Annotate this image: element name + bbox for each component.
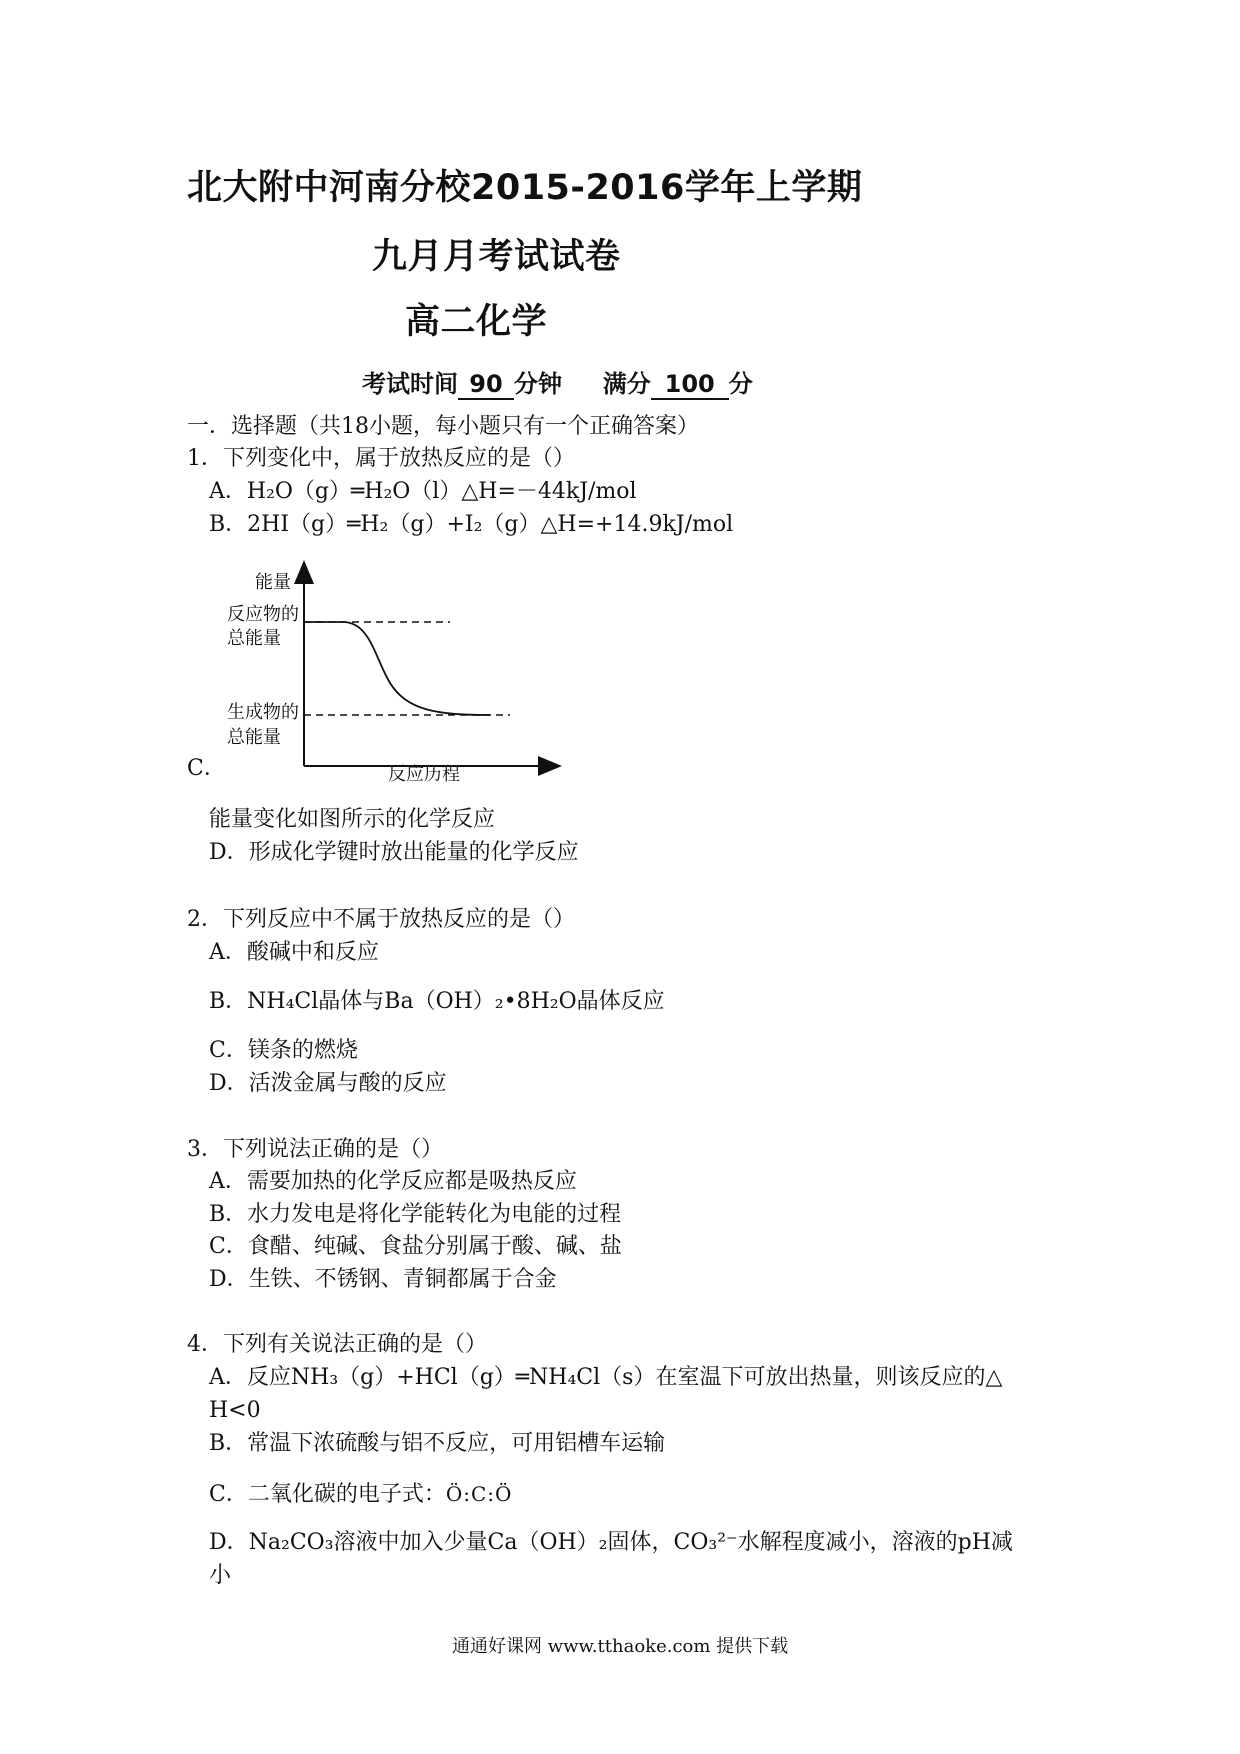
question-4-option-d-line1: D．Na₂CO₃溶液中加入少量Ca（OH）₂固体，CO₃²⁻水解程度减小，溶液的pH减 (209, 1530, 1013, 1555)
y-axis-label: 能量 (255, 572, 291, 593)
section-heading: 一．选择题（共18小题，每小题只有一个正确答案） (187, 414, 699, 439)
question-2-stem: 2．下列反应中不属于放热反应的是（） (187, 907, 575, 932)
question-3-option-a: A．需要加热的化学反应都是吸热反应 (209, 1169, 577, 1194)
question-3-option-c: C．食醋、纯碱、食盐分别属于酸、碱、盐 (209, 1234, 622, 1259)
question-2-option-d: D．活泼金属与酸的反应 (209, 1071, 447, 1096)
question-1-option-c-letter: C． (187, 756, 226, 781)
exam-time-label: 考试时间 (362, 370, 458, 398)
exam-score-value: 100 (651, 370, 729, 400)
exam-time-unit: 分钟 (514, 370, 562, 398)
exam-score-label: 满分 (602, 370, 651, 398)
question-4-option-c (209, 1478, 512, 1511)
question-4-option-a-line2: H<0 (209, 1398, 261, 1423)
question-3-stem: 3．下列说法正确的是（） (187, 1137, 443, 1162)
x-axis-label: 反应历程 (388, 764, 460, 783)
energy-curve (304, 622, 490, 715)
question-1-option-a: A．H₂O（g）═H₂O（l）△H=－44kJ/mol (209, 479, 637, 504)
title-exam-name: 九月月考试试卷 (372, 237, 621, 277)
reactant-label-2: 总能量 (227, 628, 281, 649)
title-subject: 高二化学 (405, 302, 548, 342)
product-label-1: 生成物的 (227, 702, 299, 723)
question-4-option-a-line1: A．反应NH₃（g）+HCl（g）═NH₄Cl（s）在室温下可放出热量，则该反应的△ (209, 1365, 1003, 1390)
question-4-option-d-line2: 小 (209, 1563, 232, 1588)
exam-time-value: 90 (458, 370, 514, 400)
question-4-option-b: B．常温下浓硫酸与铝不反应，可用铝槽车运输 (209, 1431, 666, 1456)
question-1-stem: 1．下列变化中，属于放热反应的是（） (187, 446, 575, 471)
question-4-stem: 4．下列有关说法正确的是（） (187, 1332, 487, 1357)
question-2-option-b: B．NH₄Cl晶体与Ba（OH）₂•8H₂O晶体反应 (209, 989, 665, 1014)
question-2-option-c: C．镁条的燃烧 (209, 1038, 358, 1063)
question-3-option-b: B．水力发电是将化学能转化为电能的过程 (209, 1202, 622, 1227)
exam-score-unit: 分 (728, 370, 753, 398)
title-school-term: 北大附中河南分校2015-2016学年上学期 (187, 168, 863, 208)
co2-electron-formula: Ö:C:Ö (445, 1482, 513, 1506)
question-1-option-c-text: 能量变化如图所示的化学反应 (209, 807, 496, 832)
question-4-option-c-text: C．二氧化碳的电子式： (209, 1482, 446, 1507)
question-3-option-d: D．生铁、不锈钢、青铜都属于合金 (209, 1267, 557, 1292)
exam-info (362, 364, 753, 400)
footer-source: 通通好课网 www.tthaoke.com 提供下载 (452, 1636, 789, 1657)
question-1-option-d: D．形成化学键时放出能量的化学反应 (209, 840, 579, 865)
question-1-option-b: B．2HI（g）═H₂（g）+I₂（g）△H=+14.9kJ/mol (209, 512, 734, 537)
energy-diagram (215, 558, 565, 783)
reactant-label-1: 反应物的 (227, 604, 299, 625)
product-label-2: 总能量 (227, 727, 281, 748)
question-2-option-a: A．酸碱中和反应 (209, 940, 379, 965)
